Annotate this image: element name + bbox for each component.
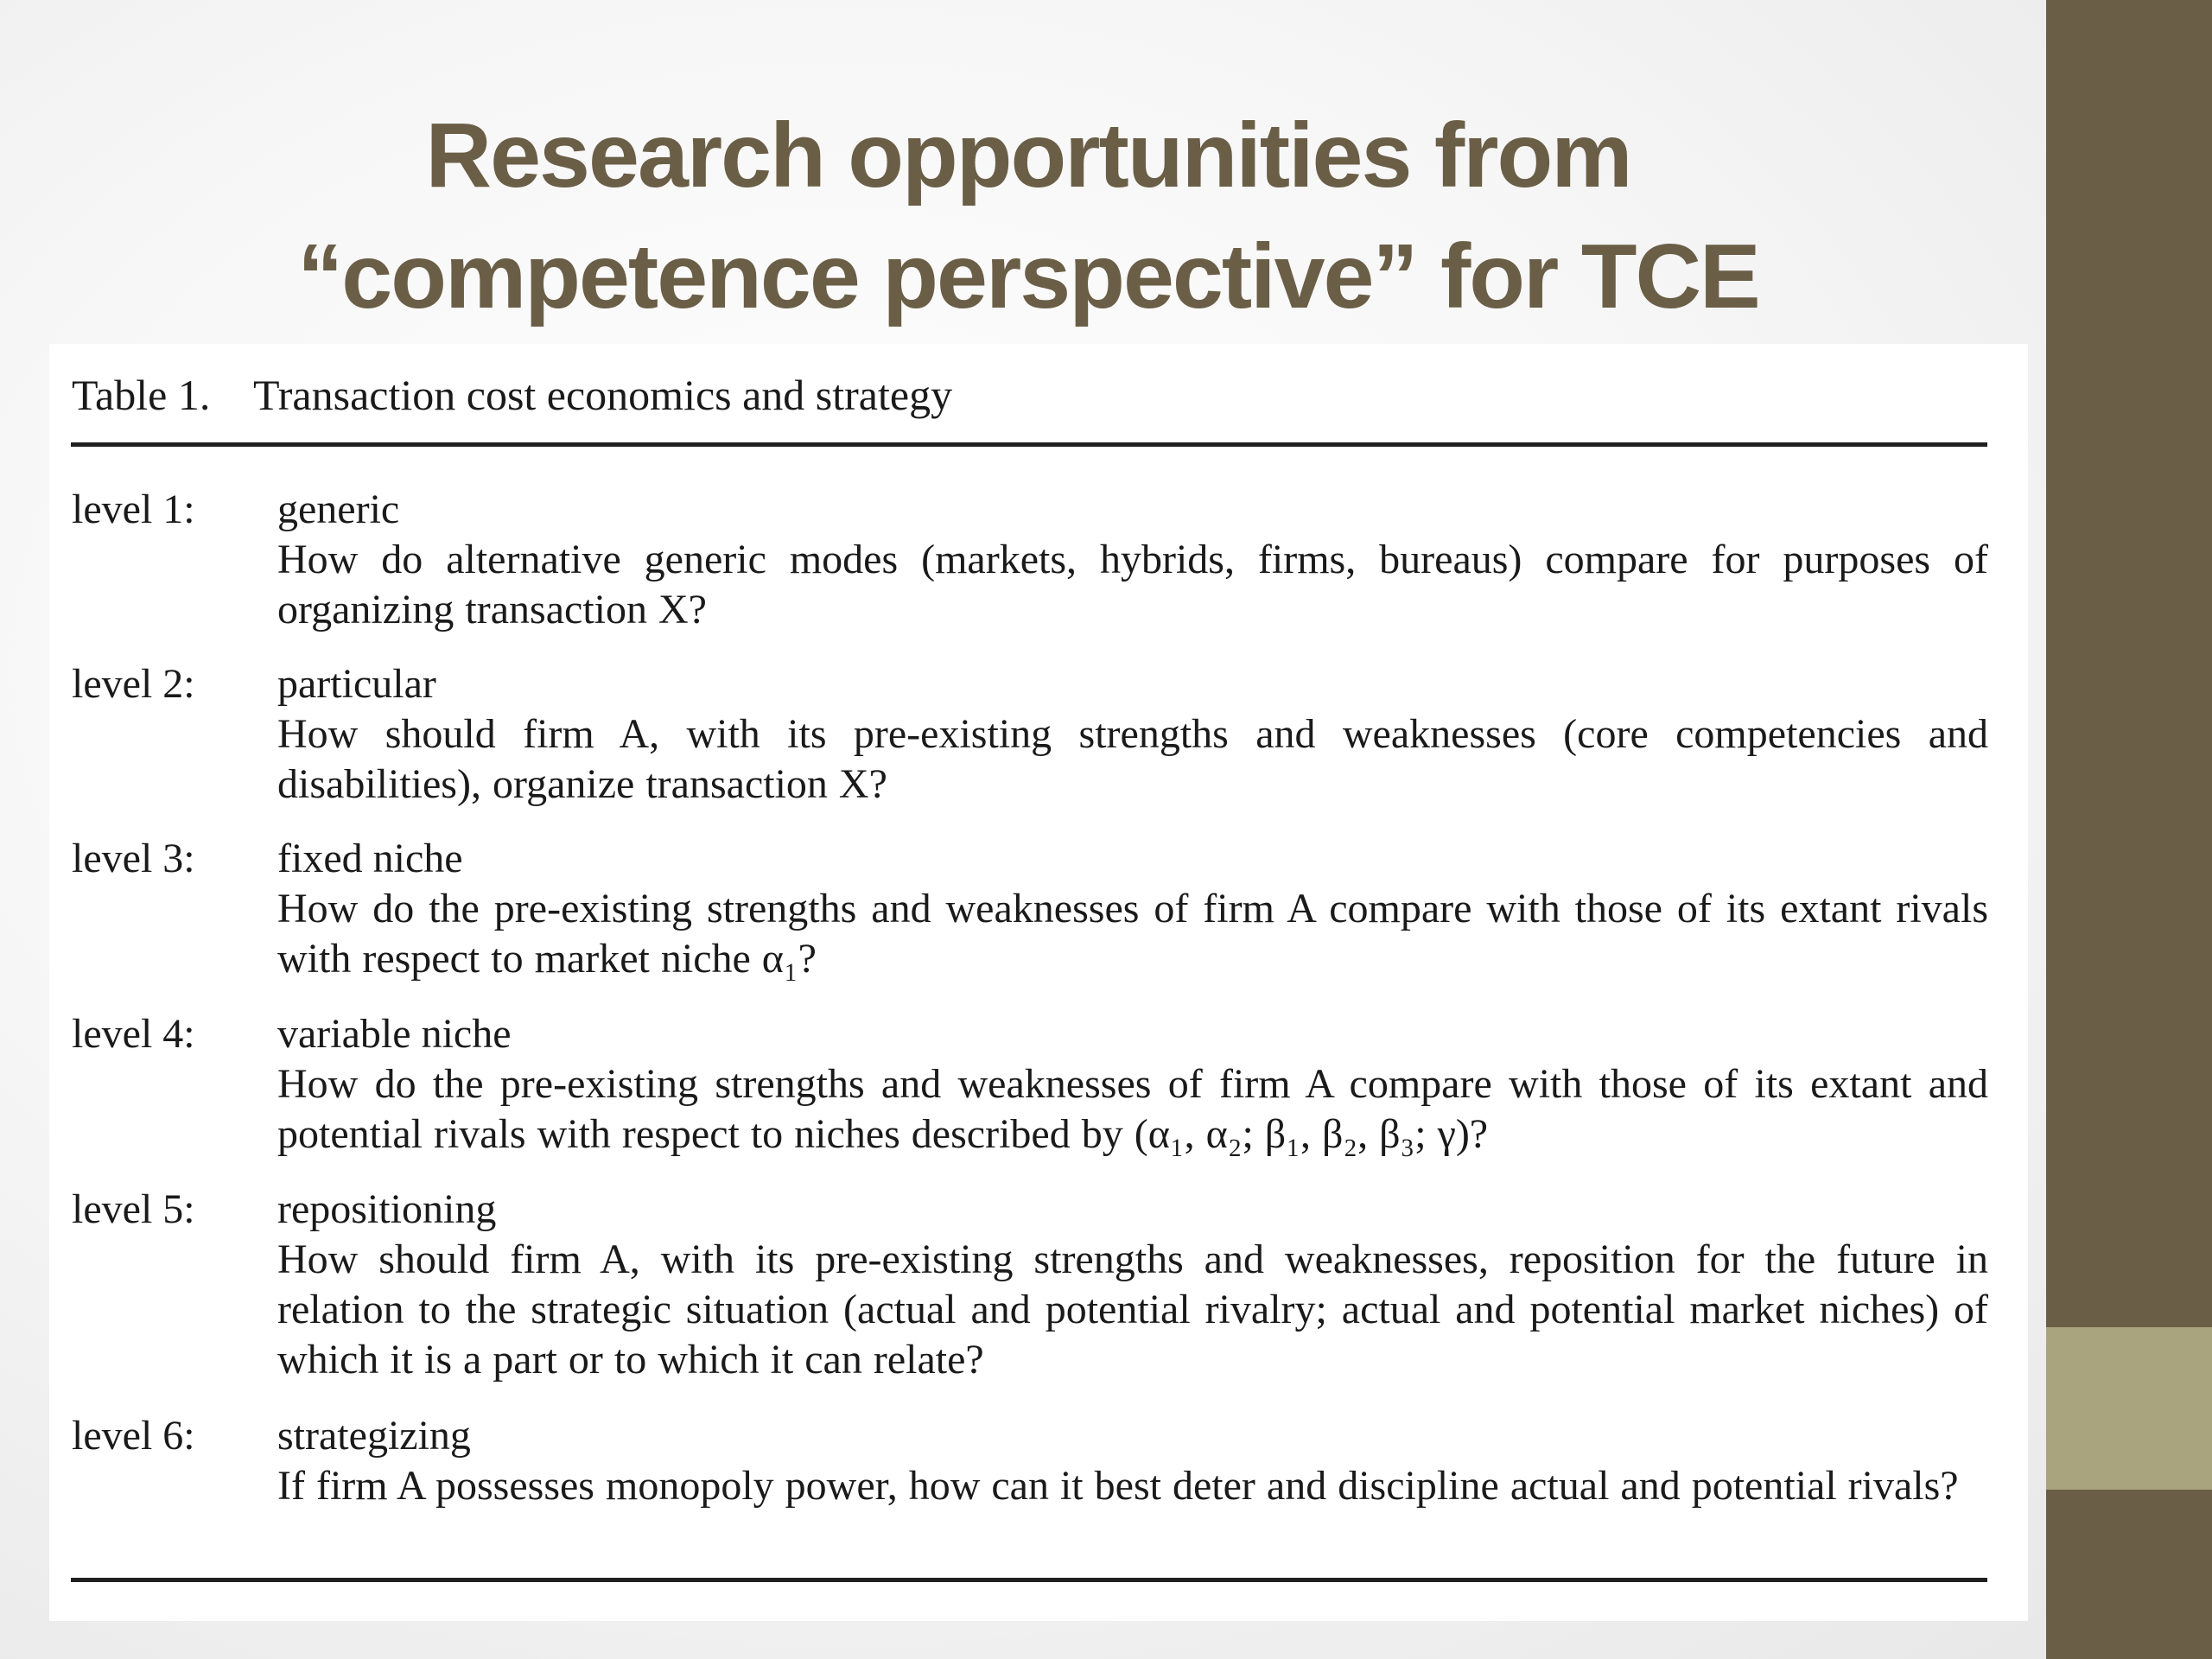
level-label: level 3: [72,836,195,881]
level-heading: strategizing [277,1413,471,1459]
level-label: level 5: [72,1186,195,1232]
level-label: level 4: [72,1011,195,1057]
table-caption-number: Table 1. [72,371,211,419]
level-heading: variable niche [277,1011,512,1057]
level-question: How do alternative generic modes (markets, hybrids, firms, bureaus) compare for purposes of organizing transaction X? [277,537,1988,632]
table-caption [72,370,952,420]
slide-title [156,95,1901,337]
level-question: How do the pre-existing strengths and weaknesses of firm A compare with those of its extant rivals with respect to market niche α₁? [277,886,1988,982]
level-heading: repositioning [277,1186,497,1232]
level-heading: particular [277,661,436,707]
slide-title-line-1: Research opportunities from [425,105,1631,207]
level-label: level 1: [72,486,195,532]
level-label: level 2: [72,661,195,707]
level-question: How do the pre-existing strengths and weaknesses of firm A compare with those of its extant and potential rivals with respect to niches described by (α₁, α₂; β₁, β₂, β₃; γ)? [277,1061,1988,1157]
level-label: level 6: [72,1413,195,1459]
level-question: If firm A possesses monopoly power, how can it best deter and discipline actual and potential rivals? [277,1463,1959,1509]
slide-title-line-2: “competence perspective” for TCE [297,226,1759,327]
level-heading: fixed niche [277,836,463,881]
table-bottom-rule [71,1578,1987,1582]
table-top-rule [71,442,1987,447]
level-question: How should firm A, with its pre-existing strengths and weaknesses (core competencies and disabilities), organize transaction X? [277,711,1988,807]
decorative-accent-block [2046,1327,2212,1490]
level-question: How should firm A, with its pre-existing strengths and weaknesses, reposition for the future in relation to the strategic situation (actual and potential rivalry; actual and potential market niches) of which it is a part or to which it can relate? [277,1236,1988,1382]
table-image [49,344,2028,1621]
level-heading: generic [277,486,400,532]
table-caption-text: Transaction cost economics and strategy [253,371,953,419]
